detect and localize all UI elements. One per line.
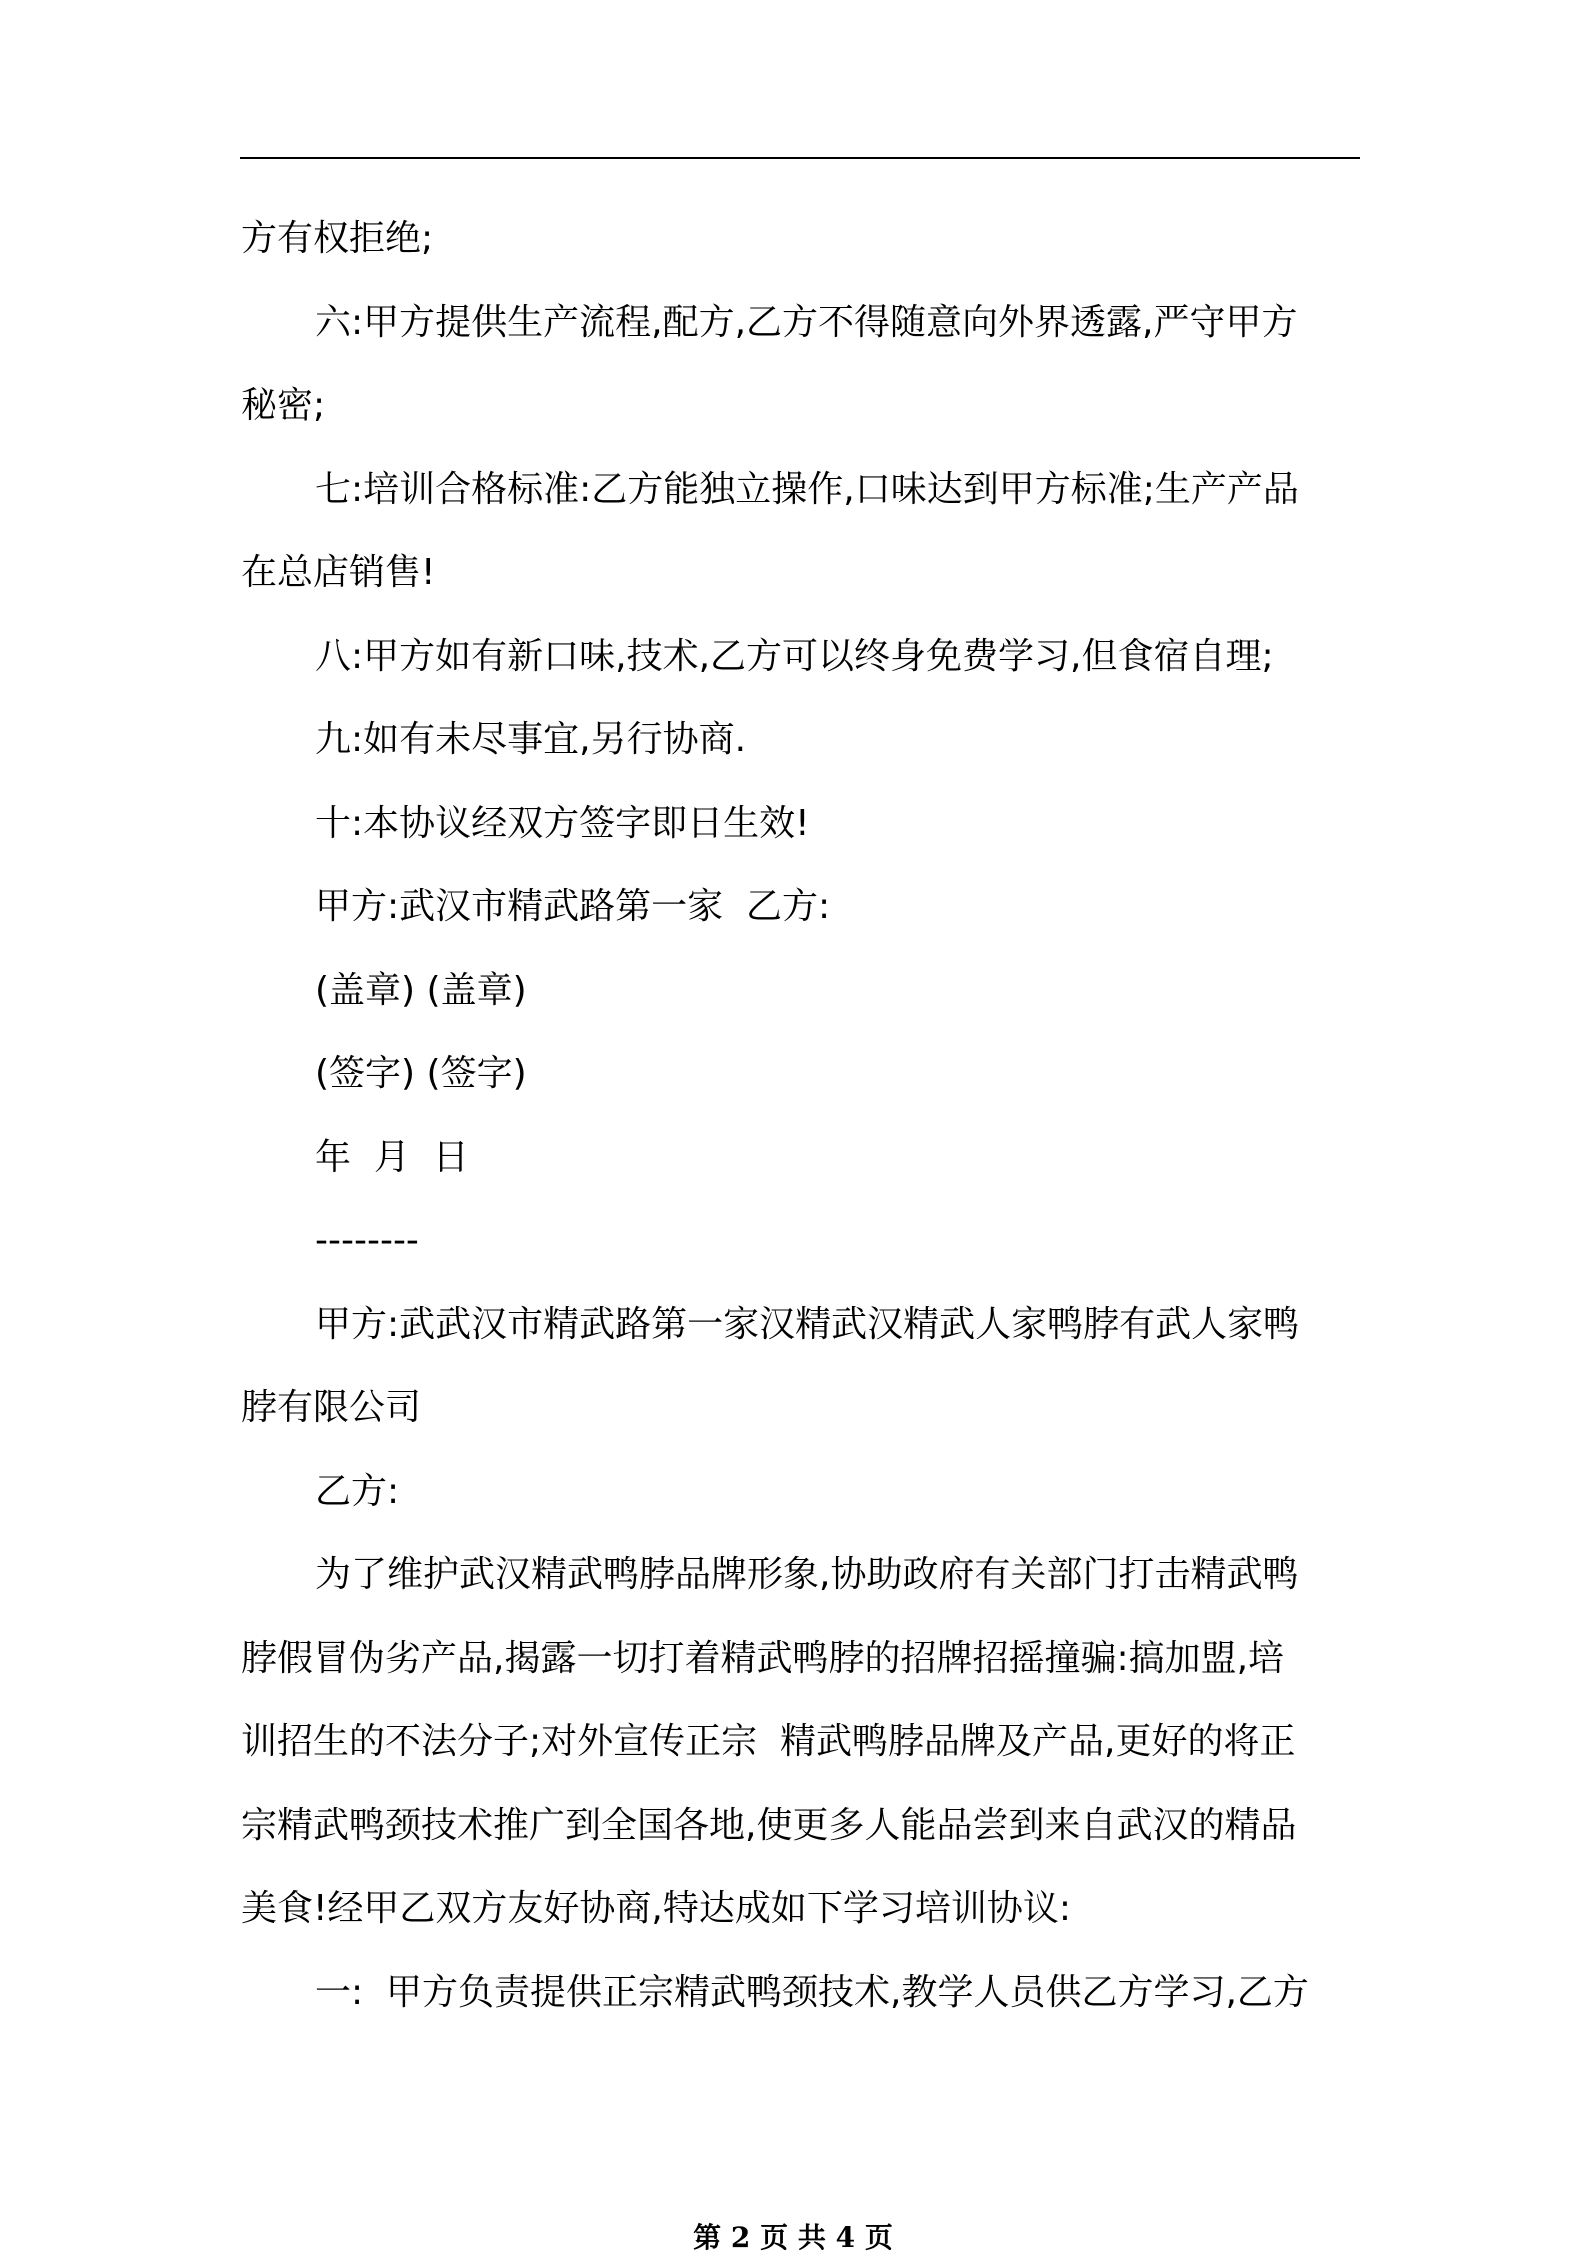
party-a: 甲方:武武汉市精武路第一家汉精武汉精武人家鸭脖有武人家鸭	[315, 1303, 1300, 1345]
header-rule	[240, 157, 1360, 159]
page-number: 第 2 页 共 4 页	[693, 2221, 893, 2254]
party-b: 乙方:	[315, 1470, 400, 1512]
body-line: 脖假冒伪劣产品,揭露一切打着精武鸭脖的招牌招摇撞骗:搞加盟,培	[241, 1637, 1285, 1679]
body-line: 宗精武鸭颈技术推广到全国各地,使更多人能品尝到来自武汉的精品	[241, 1804, 1297, 1846]
clause-10: 十:本协议经双方签字即日生效!	[315, 802, 810, 844]
body-line: 美食!经甲乙双方友好协商,特达成如下学习培训协议:	[241, 1888, 1072, 1929]
date-line: 年 月 日	[315, 1136, 469, 1178]
document-body	[241, 197, 1361, 2034]
section-divider: --------	[315, 1220, 419, 1261]
clause-9: 九:如有未尽事宜,另行协商.	[315, 719, 747, 760]
body-line: 训招生的不法分子;对外宣传正宗 精武鸭脖品牌及产品,更好的将正	[241, 1721, 1296, 1762]
body-line: 秘密;	[241, 385, 326, 426]
signature-line: (签字) (签字)	[315, 1053, 527, 1094]
preamble: 为了维护武汉精武鸭脖品牌形象,协助政府有关部门打击精武鸭	[315, 1554, 1299, 1595]
clause-7: 七:培训合格标准:乙方能独立操作,口味达到甲方标准;生产产品	[315, 468, 1299, 510]
signature-parties: 甲方:武汉市精武路第一家 乙方:	[315, 886, 831, 927]
body-line: 在总店销售!	[241, 552, 436, 593]
clause-8: 八:甲方如有新口味,技术,乙方可以终身免费学习,但食宿自理;	[315, 635, 1274, 677]
clause-6: 六:甲方提供生产流程,配方,乙方不得随意向外界透露,严守甲方	[315, 301, 1298, 343]
clause-1: 一: 甲方负责提供正宗精武鸭颈技术,教学人员供乙方学习,乙方	[315, 1971, 1309, 2013]
body-line: 方有权拒绝;	[241, 218, 434, 259]
body-line: 脖有限公司	[241, 1387, 422, 1428]
seal-line: (盖章) (盖章)	[315, 969, 527, 1011]
